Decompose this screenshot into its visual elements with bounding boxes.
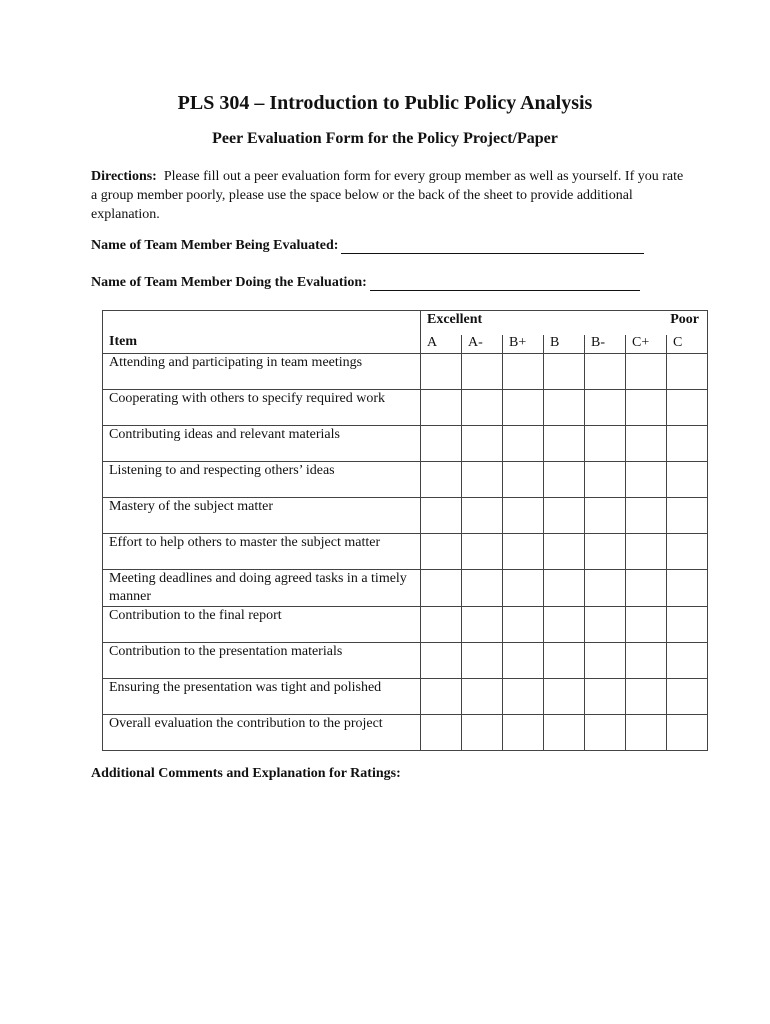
additional-comments-label: Additional Comments and Explanation for Ratings: bbox=[91, 766, 401, 781]
rating-cell[interactable] bbox=[503, 679, 544, 715]
rating-cell[interactable] bbox=[503, 715, 544, 751]
rating-cell[interactable] bbox=[462, 462, 503, 498]
grade-header-6: C bbox=[667, 335, 708, 354]
rating-cell[interactable] bbox=[544, 607, 585, 643]
rating-cell[interactable] bbox=[585, 715, 626, 751]
rating-cell[interactable] bbox=[421, 426, 462, 462]
item-label: Attending and participating in team meetings bbox=[103, 354, 421, 390]
rating-cell[interactable] bbox=[626, 679, 667, 715]
item-label: Cooperating with others to specify required work bbox=[103, 390, 421, 426]
grade-header-1: A- bbox=[462, 335, 503, 354]
rating-cell[interactable] bbox=[585, 570, 626, 607]
rating-cell[interactable] bbox=[462, 570, 503, 607]
table-row bbox=[103, 426, 708, 462]
rating-cell[interactable] bbox=[667, 426, 708, 462]
table-row bbox=[103, 607, 708, 643]
rating-cell[interactable] bbox=[626, 570, 667, 607]
rating-cell[interactable] bbox=[462, 679, 503, 715]
rating-cell[interactable] bbox=[585, 462, 626, 498]
rating-cell[interactable] bbox=[585, 426, 626, 462]
item-column-header bbox=[103, 311, 421, 354]
table-row bbox=[103, 534, 708, 570]
table-row bbox=[103, 498, 708, 534]
rating-cell[interactable] bbox=[421, 498, 462, 534]
rating-cell[interactable] bbox=[544, 390, 585, 426]
rating-cell[interactable] bbox=[544, 570, 585, 607]
rating-cell[interactable] bbox=[544, 498, 585, 534]
rating-cell[interactable] bbox=[585, 643, 626, 679]
grade-header-3: B bbox=[544, 335, 585, 354]
rating-cell[interactable] bbox=[421, 570, 462, 607]
rating-cell[interactable] bbox=[503, 643, 544, 679]
item-label: Listening to and respecting others’ ideas bbox=[103, 462, 421, 498]
rating-cell[interactable] bbox=[503, 607, 544, 643]
rating-cell[interactable] bbox=[503, 462, 544, 498]
table-row bbox=[103, 462, 708, 498]
rating-cell[interactable] bbox=[544, 679, 585, 715]
rating-cell[interactable] bbox=[462, 498, 503, 534]
rating-cell[interactable] bbox=[667, 607, 708, 643]
rating-cell[interactable] bbox=[667, 643, 708, 679]
scale-poor-label: Poor bbox=[670, 312, 699, 327]
scale-excellent-label: Excellent bbox=[427, 312, 483, 327]
page-title: PLS 304 – Introduction to Public Policy Analysis bbox=[177, 92, 593, 114]
rating-cell[interactable] bbox=[667, 679, 708, 715]
rating-cell[interactable] bbox=[626, 607, 667, 643]
rating-cell[interactable] bbox=[503, 570, 544, 607]
item-label: Contribution to the final report bbox=[103, 607, 421, 643]
rating-cell[interactable] bbox=[626, 498, 667, 534]
rating-cell[interactable] bbox=[503, 498, 544, 534]
rating-cell[interactable] bbox=[585, 354, 626, 390]
rating-cell[interactable] bbox=[544, 426, 585, 462]
directions-text: Please fill out a peer evaluation form for every group member as well as yourself. If you rate a group member poorly, please use the space below or the back of the sheet to provide additional explanation. bbox=[91, 169, 684, 222]
evaluator-member-input-line[interactable] bbox=[370, 276, 640, 291]
item-label: Effort to help others to master the subject matter bbox=[103, 534, 421, 570]
item-label: Overall evaluation the contribution to the project bbox=[103, 715, 421, 751]
evaluated-member-field bbox=[91, 238, 644, 254]
rating-cell[interactable] bbox=[544, 354, 585, 390]
rating-cell[interactable] bbox=[462, 607, 503, 643]
grade-header-0: A bbox=[421, 335, 462, 354]
directions-label: Directions: bbox=[91, 169, 157, 184]
rating-cell[interactable] bbox=[667, 462, 708, 498]
rating-cell[interactable] bbox=[544, 715, 585, 751]
table-row bbox=[103, 715, 708, 751]
table-row bbox=[103, 643, 708, 679]
rating-cell[interactable] bbox=[503, 426, 544, 462]
rating-cell[interactable] bbox=[544, 643, 585, 679]
table-row bbox=[103, 354, 708, 390]
evaluation-table bbox=[102, 310, 708, 751]
rating-cell[interactable] bbox=[421, 679, 462, 715]
grade-header-2: B+ bbox=[503, 335, 544, 354]
rating-cell[interactable] bbox=[585, 607, 626, 643]
table-row bbox=[103, 570, 708, 607]
rating-cell[interactable] bbox=[667, 354, 708, 390]
rating-cell[interactable] bbox=[462, 354, 503, 390]
rating-cell[interactable] bbox=[544, 534, 585, 570]
rating-cell[interactable] bbox=[462, 426, 503, 462]
rating-cell[interactable] bbox=[503, 534, 544, 570]
rating-cell[interactable] bbox=[421, 390, 462, 426]
rating-cell[interactable] bbox=[462, 534, 503, 570]
evaluated-member-input-line[interactable] bbox=[341, 239, 644, 254]
rating-cell[interactable] bbox=[585, 679, 626, 715]
rating-cell[interactable] bbox=[421, 643, 462, 679]
table-row bbox=[103, 679, 708, 715]
rating-cell[interactable] bbox=[462, 643, 503, 679]
rating-cell[interactable] bbox=[626, 354, 667, 390]
rating-cell[interactable] bbox=[421, 354, 462, 390]
item-header-label: Item bbox=[109, 334, 137, 349]
rating-cell[interactable] bbox=[667, 715, 708, 751]
rating-cell[interactable] bbox=[421, 462, 462, 498]
rating-cell[interactable] bbox=[626, 643, 667, 679]
rating-cell[interactable] bbox=[462, 390, 503, 426]
rating-cell[interactable] bbox=[667, 570, 708, 607]
item-label: Ensuring the presentation was tight and polished bbox=[103, 679, 421, 715]
rating-cell[interactable] bbox=[503, 390, 544, 426]
page-subtitle: Peer Evaluation Form for the Policy Project/Paper bbox=[212, 130, 558, 147]
rating-cell[interactable] bbox=[503, 354, 544, 390]
rating-cell[interactable] bbox=[585, 534, 626, 570]
rating-cell[interactable] bbox=[585, 390, 626, 426]
rating-cell[interactable] bbox=[421, 607, 462, 643]
table-row bbox=[103, 390, 708, 426]
rating-scale-header bbox=[421, 311, 708, 336]
directions-paragraph bbox=[91, 167, 691, 224]
grade-header-5: C+ bbox=[626, 335, 667, 354]
rating-cell[interactable] bbox=[667, 498, 708, 534]
evaluator-member-field bbox=[91, 275, 640, 291]
rating-cell[interactable] bbox=[626, 426, 667, 462]
rating-cell[interactable] bbox=[626, 715, 667, 751]
rating-cell[interactable] bbox=[544, 462, 585, 498]
rating-cell[interactable] bbox=[667, 534, 708, 570]
item-label: Mastery of the subject matter bbox=[103, 498, 421, 534]
item-label: Meeting deadlines and doing agreed tasks in a timely manner bbox=[103, 570, 421, 607]
item-label: Contribution to the presentation materials bbox=[103, 643, 421, 679]
evaluated-member-label: Name of Team Member Being Evaluated: bbox=[91, 238, 339, 253]
evaluator-member-label: Name of Team Member Doing the Evaluation: bbox=[91, 275, 367, 290]
rating-cell[interactable] bbox=[421, 715, 462, 751]
rating-cell[interactable] bbox=[626, 462, 667, 498]
rating-cell[interactable] bbox=[462, 715, 503, 751]
rating-cell[interactable] bbox=[626, 534, 667, 570]
rating-cell[interactable] bbox=[626, 390, 667, 426]
item-label: Contributing ideas and relevant materials bbox=[103, 426, 421, 462]
rating-cell[interactable] bbox=[585, 498, 626, 534]
grade-header-4: B- bbox=[585, 335, 626, 354]
rating-cell[interactable] bbox=[421, 534, 462, 570]
rating-cell[interactable] bbox=[667, 390, 708, 426]
